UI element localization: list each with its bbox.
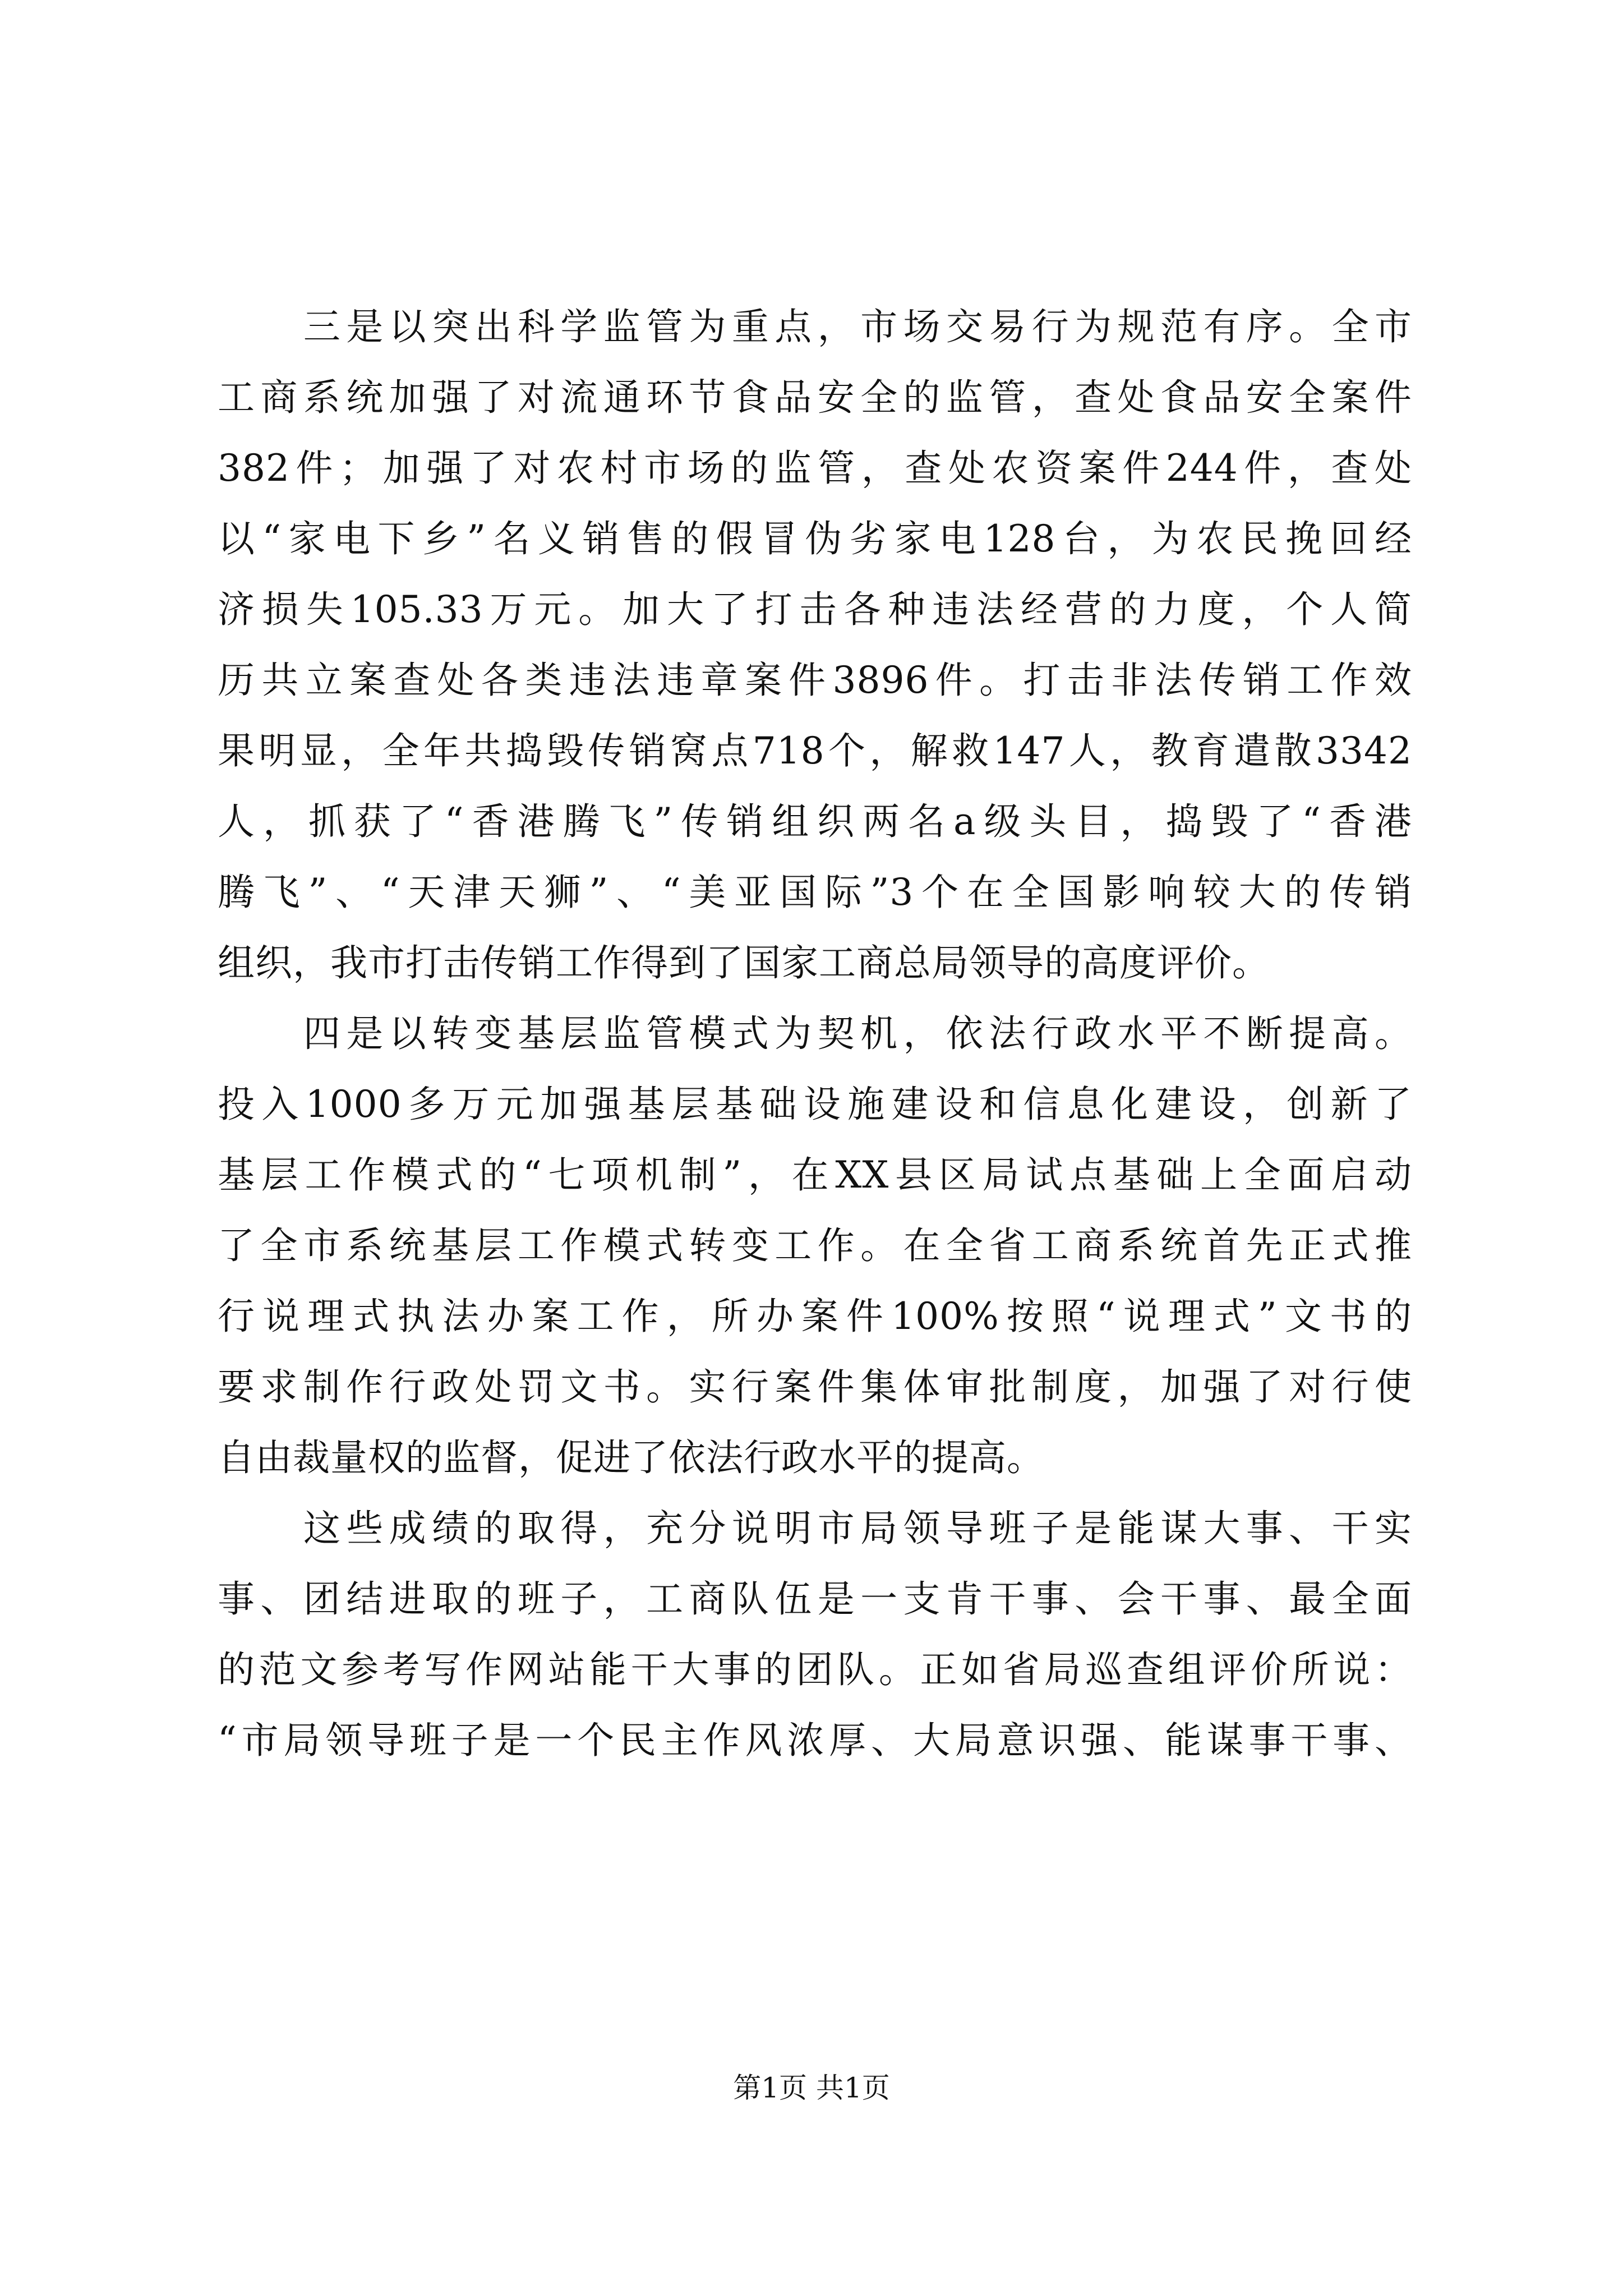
text-line: 三是以突出科学监管为重点，市场交易行为规范有序。全市 bbox=[218, 305, 1412, 348]
text-line: 要求制作行政处罚文书。实行案件集体审批制度，加强了对行使 bbox=[218, 1365, 1412, 1409]
text-line: 事、团结进取的班子，工商队伍是一支肯干事、会干事、最全面 bbox=[218, 1577, 1412, 1621]
text-line: 历共立案查处各类违法违章案件3896件。打击非法传销工作效 bbox=[218, 659, 1412, 702]
text-line: 的范文参考写作网站能干大事的团队。正如省局巡查组评价所说： bbox=[218, 1648, 1412, 1691]
text-line: 四是以转变基层监管模式为契机，依法行政水平不断提高。 bbox=[218, 1012, 1412, 1055]
text-line: 组织，我市打击传销工作得到了国家工商总局领导的高度评价。 bbox=[218, 941, 1270, 984]
text-line: 382件；加强了对农村市场的监管，查处农资案件244件，查处 bbox=[218, 447, 1412, 490]
text-line: 这些成绩的取得，充分说明市局领导班子是能谋大事、干实 bbox=[218, 1507, 1412, 1550]
text-line: 腾飞”、“天津天狮”、“美亚国际”3个在全国影响较大的传销 bbox=[218, 871, 1412, 914]
text-line: 工商系统加强了对流通环节食品安全的监管，查处食品安全案件 bbox=[218, 376, 1412, 419]
text-line: 投入1000多万元加强基层基础设施建设和信息化建设，创新了 bbox=[218, 1083, 1412, 1126]
text-line: 人，抓获了“香港腾飞”传销组织两名a级头目，捣毁了“香港 bbox=[218, 800, 1412, 843]
text-line: 自由裁量权的监督，促进了依法行政水平的提高。 bbox=[218, 1436, 1044, 1479]
text-line: 济损失105.33万元。加大了打击各种违法经营的力度，个人简 bbox=[218, 588, 1412, 631]
text-line: 了全市系统基层工作模式转变工作。在全省工商系统首先正式推 bbox=[218, 1224, 1412, 1267]
text-line: 基层工作模式的“七项机制”，在XX县区局试点基础上全面启动 bbox=[218, 1153, 1412, 1197]
text-line: 行说理式执法办案工作，所办案件100%按照“说理式”文书的 bbox=[218, 1295, 1412, 1338]
page-number-footer: 第1页 共1页 bbox=[733, 2072, 890, 2104]
document-body bbox=[218, 292, 1412, 1776]
text-line: 以“家电下乡”名义销售的假冒伪劣家电128台，为农民挽回经 bbox=[218, 517, 1412, 560]
text-line: 果明显，全年共捣毁传销窝点718个，解救147人，教育遣散3342 bbox=[218, 729, 1412, 772]
text-line: “市局领导班子是一个民主作风浓厚、大局意识强、能谋事干事、 bbox=[218, 1719, 1412, 1762]
